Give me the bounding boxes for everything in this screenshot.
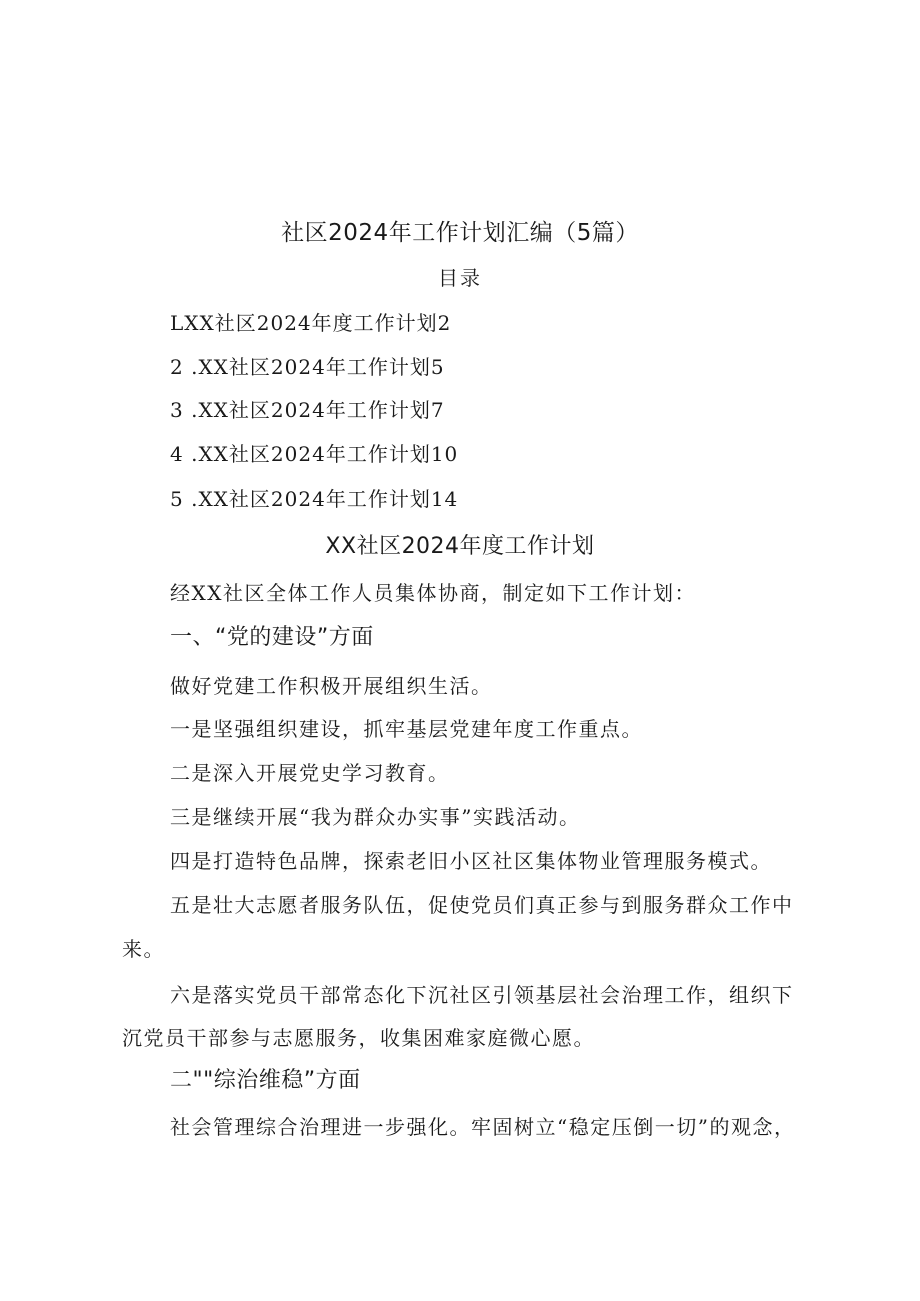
- paragraph: 五是壮大志愿者服务队伍，促使党员们真正参与到服务群众工作中: [170, 893, 794, 917]
- section-heading: 二""综治维稳”方面: [170, 1068, 361, 1093]
- intro-paragraph: 经XX社区全体工作人员集体协商，制定如下工作计划：: [170, 581, 696, 605]
- paragraph: 六是落实党员干部常态化下沉社区引领基层社会治理工作，组织下: [170, 983, 794, 1007]
- paragraph: 一是坚强组织建设，抓牢基层党建年度工作重点。: [170, 717, 643, 741]
- toc-heading: 目录: [438, 266, 482, 290]
- toc-item: 5 .XX社区2024年工作计划14: [170, 487, 459, 511]
- document-title: 社区2024年工作计划汇编（5篇）: [281, 220, 639, 246]
- paragraph: 四是打造特色品牌，探索老旧小区社区集体物业管理服务模式。: [170, 849, 772, 873]
- paragraph-continuation: 沉党员干部参与志愿服务，收集困难家庭微心愿。: [122, 1026, 595, 1050]
- paragraph: 二是深入开展党史学习教育。: [170, 761, 450, 785]
- section-heading: 一、“党的建设”方面: [170, 625, 374, 650]
- plan-title: XX社区2024年度工作计划: [325, 534, 595, 559]
- toc-item: 2 .XX社区2024年工作计划5: [170, 355, 445, 379]
- paragraph: 社会管理综合治理进一步强化。牢固树立“稳定压倒一切”的观念，: [170, 1115, 796, 1139]
- toc-item: 3 .XX社区2024年工作计划7: [170, 398, 445, 422]
- toc-item: 4 .XX社区2024年工作计划10: [170, 442, 459, 466]
- paragraph: 三是继续开展“我为群众办实事”实践活动。: [170, 805, 581, 829]
- paragraph-continuation: 来。: [122, 937, 165, 961]
- paragraph: 做好党建工作积极开展组织生活。: [170, 674, 493, 698]
- toc-item: LXX社区2024年度工作计划2: [170, 311, 452, 335]
